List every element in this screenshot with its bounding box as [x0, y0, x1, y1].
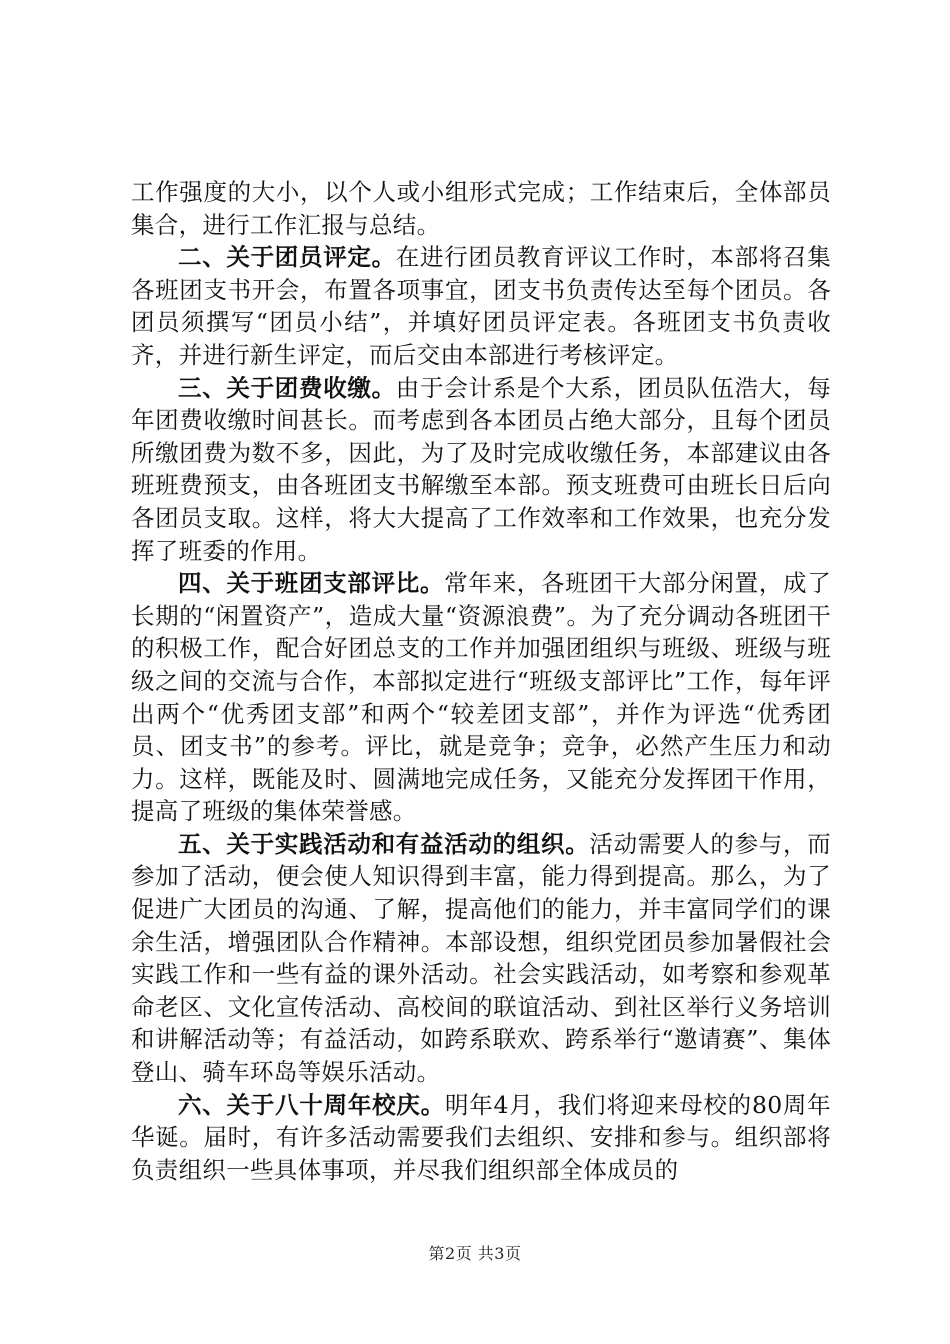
paragraph-dues-collection: [131, 372, 831, 568]
document-body: [131, 176, 831, 1186]
paragraph-text: 工作强度的大小，以个人或小组形式完成；工作结束后，全体部员集合，进行工作汇报与总结。: [131, 178, 831, 239]
paragraph-text: 活动需要人的参与，而参加了活动，便会使人知识得到丰富，能力得到提高。那么，为了促进广大团员的沟通、了解，提高他们的能力，并丰富同学们的课余生活，增强团队合作精神。本部设想，组织党团员参加暑假社会实践工作和一些有益的课外活动。社会实践活动，如考察和参观革命老区、文化宣传活动、高校间的联谊活动、到社区举行义务培训和讲解活动等；有益活动，如跨系联欢、跨系举行“邀请赛”、集体登山、骑车环岛等娱乐活动。: [131, 829, 832, 1087]
paragraph-text: 常年来，各班团干大部分闲置，成了长期的“闲置资产”，造成大量“资源浪费”。为了充分调动各班团干的积极工作，配合好团总支的工作并加强团组织与班级、班级与班级之间的交流与合作，本部拟定进行“班级支部评比”工作，每年评出两个“优秀团支部”和两个“较差团支部”，并作为评选“优秀团员、团支书”的参考。评比，就是竞争；竞争，必然产生压力和动力。这样，既能及时、圆满地完成任务，又能充分发挥团干作用，提高了班级的集体荣誉感。: [131, 569, 831, 826]
paragraph-text: 在进行团员教育评议工作时，本部将召集各班团支书开会，布置各项事宜，团支书负责传达至每个团员。各团员须撰写“团员小结”，并填好团员评定表。各班团支书负责收齐，并进行新生评定，而后交由本部进行考核评定。: [131, 243, 831, 369]
paragraph-anniversary: [131, 1089, 831, 1187]
section-heading: 三、关于团费收缴。: [178, 373, 396, 402]
section-heading: 二、关于团员评定。: [178, 243, 396, 272]
paragraph-continuation: [131, 176, 831, 241]
paragraph-activities: [131, 828, 831, 1089]
paragraph-text: 由于会计系是个大系，团员队伍浩大，每年团费收缴时间甚长。而考虑到各本团员占绝大部分，且每个团员所缴团费为数不多，因此，为了及时完成收缴任务，本部建议由各班班费预支，由各班团支书解缴至本部。预支班费可由班长日后向各团员支取。这样，将大大提高了工作效率和工作效果，也充分发挥了班委的作用。: [131, 373, 831, 565]
paragraph-text: 明年4月，我们将迎来母校的80周年华诞。届时，有许多活动需要我们去组织、安排和参与。组织部将负责组织一些具体事项，并尽我们组织部全体成员的: [131, 1090, 831, 1184]
page-number-footer: 第2页 共3页: [428, 1244, 522, 1263]
section-heading: 六、关于八十周年校庆。: [178, 1090, 445, 1119]
section-heading: 五、关于实践活动和有益活动的组织。: [178, 829, 590, 858]
paragraph-member-evaluation: [131, 241, 831, 371]
section-heading: 四、关于班团支部评比。: [178, 569, 445, 598]
paragraph-branch-comparison: [131, 567, 831, 828]
